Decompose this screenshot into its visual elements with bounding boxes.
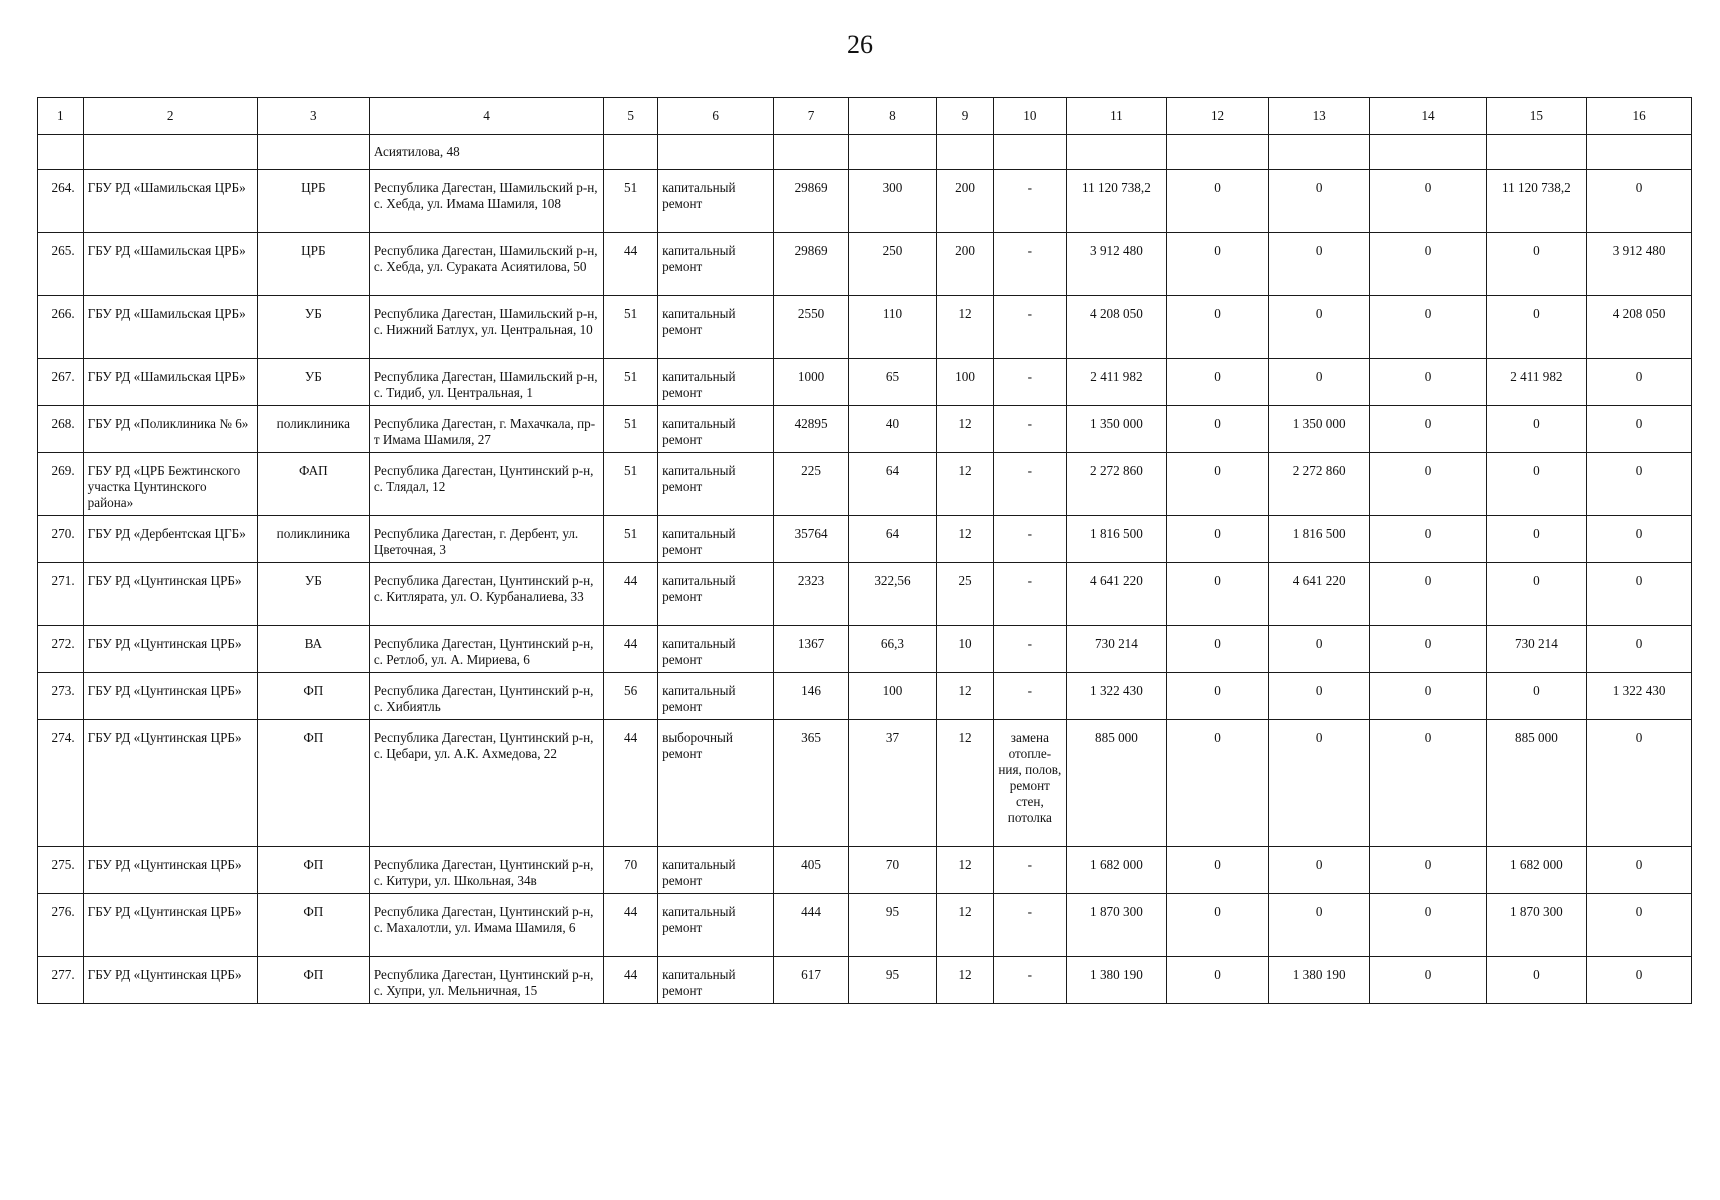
cell-col-7: 405	[774, 847, 849, 894]
cell-col-8: 66,3	[848, 626, 936, 673]
cell-col-4: Республика Дагестан, Цунтинский р-н, с. Ретлоб, ул. А. Мириева, 6	[369, 626, 603, 673]
cell-col-6: капитальный ремонт	[658, 847, 774, 894]
cell-col-5: 51	[604, 516, 658, 563]
cell-col-7: 42895	[774, 406, 849, 453]
cell-col-10: -	[994, 957, 1067, 1004]
cell-col-14: 0	[1370, 563, 1486, 626]
cell-col-16: 0	[1587, 720, 1692, 847]
cell-col-2: ГБУ РД «Цунтинская ЦРБ»	[83, 673, 257, 720]
cell-col-1: 272.	[38, 626, 84, 673]
table-row	[38, 847, 1692, 894]
table-row	[38, 406, 1692, 453]
table-row	[38, 894, 1692, 957]
column-header-6: 6	[658, 98, 774, 135]
cell-col-8: 64	[848, 453, 936, 516]
cell-col-3: ФП	[257, 673, 369, 720]
cell-col-13: 1 816 500	[1268, 516, 1370, 563]
cell-col-4: Республика Дагестан, Цунтинский р-н, с. Китлярата, ул. О. Курбаналиева, 33	[369, 563, 603, 626]
cell-col-1: 266.	[38, 296, 84, 359]
cell-col-4: Республика Дагестан, Шамильский р-н, с. Хебда, ул. Сураката Асиятилова, 50	[369, 233, 603, 296]
cell	[774, 135, 849, 170]
cell	[1587, 135, 1692, 170]
cell-col-7: 146	[774, 673, 849, 720]
cell-col-9: 12	[937, 516, 994, 563]
cell-col-11: 3 912 480	[1066, 233, 1167, 296]
cell-col-13: 1 350 000	[1268, 406, 1370, 453]
column-header-5: 5	[604, 98, 658, 135]
cell-col-2: ГБУ РД «ЦРБ Бежтинского участка Цунтинского района»	[83, 453, 257, 516]
cell-col-8: 40	[848, 406, 936, 453]
cell-col-3: ЦРБ	[257, 233, 369, 296]
cell-col-8: 70	[848, 847, 936, 894]
cell-col-10: замена отопле-ния, полов, ремонт стен, потолка	[994, 720, 1067, 847]
cell-col-15: 0	[1486, 673, 1587, 720]
cell-col-15: 0	[1486, 233, 1587, 296]
cell-col-10: -	[994, 847, 1067, 894]
table-row	[38, 170, 1692, 233]
cell-col-11: 1 816 500	[1066, 516, 1167, 563]
cell-col-6: капитальный ремонт	[658, 170, 774, 233]
cell-col-5: 44	[604, 563, 658, 626]
cell-col-7: 2550	[774, 296, 849, 359]
cell-col-3: ФП	[257, 894, 369, 957]
cell-col-16: 0	[1587, 626, 1692, 673]
cell-col-7: 1000	[774, 359, 849, 406]
table-row	[38, 359, 1692, 406]
cell	[83, 135, 257, 170]
cell-col-15: 0	[1486, 406, 1587, 453]
cell-col-5: 51	[604, 170, 658, 233]
cell-col-15: 0	[1486, 563, 1587, 626]
cell-col-7: 365	[774, 720, 849, 847]
cell-col-16: 1 322 430	[1587, 673, 1692, 720]
cell-col-12: 0	[1167, 170, 1269, 233]
cell-col-7: 444	[774, 894, 849, 957]
cell-col-12: 0	[1167, 233, 1269, 296]
cell-col-10: -	[994, 516, 1067, 563]
cell-col-1: 270.	[38, 516, 84, 563]
cell-col-8: 250	[848, 233, 936, 296]
cell-col-5: 51	[604, 296, 658, 359]
cell-col-15: 885 000	[1486, 720, 1587, 847]
cell	[848, 135, 936, 170]
cell-col-9: 12	[937, 957, 994, 1004]
cell-col-11: 2 411 982	[1066, 359, 1167, 406]
cell-col-14: 0	[1370, 296, 1486, 359]
cell-col-15: 1 870 300	[1486, 894, 1587, 957]
cell-col-3: ФАП	[257, 453, 369, 516]
cell-col-4: Республика Дагестан, Шамильский р-н, с. Нижний Батлух, ул. Центральная, 10	[369, 296, 603, 359]
cell	[1066, 135, 1167, 170]
cell-col-10: -	[994, 406, 1067, 453]
cell	[604, 135, 658, 170]
cell-col-5: 51	[604, 406, 658, 453]
cell	[38, 135, 84, 170]
column-header-12: 12	[1167, 98, 1269, 135]
cell-col-10: -	[994, 170, 1067, 233]
cell-col-5: 44	[604, 894, 658, 957]
cell-col-6: капитальный ремонт	[658, 296, 774, 359]
cell-col-6: выборочный ремонт	[658, 720, 774, 847]
cell-col-10: -	[994, 563, 1067, 626]
cell-col-4: Республика Дагестан, Шамильский р-н, с. Хебда, ул. Имама Шамиля, 108	[369, 170, 603, 233]
cell-col-6: капитальный ремонт	[658, 957, 774, 1004]
column-header-15: 15	[1486, 98, 1587, 135]
cell-col-16: 3 912 480	[1587, 233, 1692, 296]
table-row	[38, 233, 1692, 296]
cell-col-3: УБ	[257, 563, 369, 626]
cell-col-9: 10	[937, 626, 994, 673]
column-header-8: 8	[848, 98, 936, 135]
cell-col-2: ГБУ РД «Дербентская ЦГБ»	[83, 516, 257, 563]
cell	[1167, 135, 1269, 170]
cell-col-9: 12	[937, 847, 994, 894]
cell-col-3: УБ	[257, 359, 369, 406]
cell-col-2: ГБУ РД «Цунтинская ЦРБ»	[83, 720, 257, 847]
cell-col-2: ГБУ РД «Шамильская ЦРБ»	[83, 359, 257, 406]
cell	[1268, 135, 1370, 170]
cell-col-3: поликлиника	[257, 406, 369, 453]
cell-col-2: ГБУ РД «Поликлиника № 6»	[83, 406, 257, 453]
cell-col-9: 200	[937, 170, 994, 233]
header-row	[38, 98, 1692, 135]
cell-col-6: капитальный ремонт	[658, 673, 774, 720]
table-row	[38, 296, 1692, 359]
cell-col-2: ГБУ РД «Шамильская ЦРБ»	[83, 296, 257, 359]
cell-col-13: 0	[1268, 720, 1370, 847]
table-row	[38, 453, 1692, 516]
cell-col-11: 11 120 738,2	[1066, 170, 1167, 233]
cell-col-14: 0	[1370, 957, 1486, 1004]
cell-col-5: 44	[604, 626, 658, 673]
cell-col-3: ФП	[257, 957, 369, 1004]
cell-col-10: -	[994, 453, 1067, 516]
table-row	[38, 957, 1692, 1004]
cell-col-15: 0	[1486, 957, 1587, 1004]
cell-col-1: 273.	[38, 673, 84, 720]
cell-col-1: 276.	[38, 894, 84, 957]
cell-col-11: 4 641 220	[1066, 563, 1167, 626]
cell-col-16: 0	[1587, 359, 1692, 406]
cell-col-13: 0	[1268, 296, 1370, 359]
cell-col-2: ГБУ РД «Цунтинская ЦРБ»	[83, 563, 257, 626]
cell-col-6: капитальный ремонт	[658, 359, 774, 406]
column-header-10: 10	[994, 98, 1067, 135]
cell-col-6: капитальный ремонт	[658, 453, 774, 516]
cell-col-5: 70	[604, 847, 658, 894]
cell	[994, 135, 1067, 170]
cell-col-8: 65	[848, 359, 936, 406]
table-row	[38, 563, 1692, 626]
cell-col-12: 0	[1167, 359, 1269, 406]
column-header-1: 1	[38, 98, 84, 135]
cell-col-5: 51	[604, 359, 658, 406]
cell-col-9: 25	[937, 563, 994, 626]
cell-col-12: 0	[1167, 720, 1269, 847]
table-row	[38, 626, 1692, 673]
cell-col-2: ГБУ РД «Цунтинская ЦРБ»	[83, 957, 257, 1004]
cell-col-13: 0	[1268, 170, 1370, 233]
cell-col-1: 267.	[38, 359, 84, 406]
cell-col-13: 0	[1268, 673, 1370, 720]
cell-col-16: 0	[1587, 894, 1692, 957]
cell-col-4: Республика Дагестан, Цунтинский р-н, с. Цебари, ул. А.К. Ахмедова, 22	[369, 720, 603, 847]
cell-col-7: 1367	[774, 626, 849, 673]
table-row	[38, 516, 1692, 563]
cell-col-12: 0	[1167, 894, 1269, 957]
column-header-11: 11	[1066, 98, 1167, 135]
cell-col-9: 12	[937, 673, 994, 720]
cell-col-12: 0	[1167, 957, 1269, 1004]
cell-col-5: 51	[604, 453, 658, 516]
cell	[1486, 135, 1587, 170]
cell-col-13: 2 272 860	[1268, 453, 1370, 516]
cell-col-4: Республика Дагестан, Цунтинский р-н, с. Китури, ул. Школьная, 34в	[369, 847, 603, 894]
cell-col-15: 0	[1486, 296, 1587, 359]
cell-col-8: 95	[848, 957, 936, 1004]
column-header-7: 7	[774, 98, 849, 135]
cell-col-11: 1 322 430	[1066, 673, 1167, 720]
cell-col-9: 100	[937, 359, 994, 406]
cell-col-9: 200	[937, 233, 994, 296]
cell-col-8: 100	[848, 673, 936, 720]
cell	[937, 135, 994, 170]
column-header-2: 2	[83, 98, 257, 135]
page-number: 26	[847, 30, 873, 59]
cell-col-13: 1 380 190	[1268, 957, 1370, 1004]
cell-col-16: 0	[1587, 516, 1692, 563]
cell-col-4: Республика Дагестан, Шамильский р-н, с. Тидиб, ул. Центральная, 1	[369, 359, 603, 406]
cell-col-6: капитальный ремонт	[658, 563, 774, 626]
cell-col-3: УБ	[257, 296, 369, 359]
cell	[658, 135, 774, 170]
cell-col-10: -	[994, 673, 1067, 720]
table-header	[38, 98, 1692, 135]
cell-col-16: 0	[1587, 563, 1692, 626]
cell-col-4: Республика Дагестан, г. Махачкала, пр-т Имама Шамиля, 27	[369, 406, 603, 453]
cell-col-14: 0	[1370, 894, 1486, 957]
cell-col-4: Республика Дагестан, Цунтинский р-н, с. Хупри, ул. Мельничная, 15	[369, 957, 603, 1004]
cell-col-15: 2 411 982	[1486, 359, 1587, 406]
cell-col-6: капитальный ремонт	[658, 406, 774, 453]
cell-col-13: 0	[1268, 626, 1370, 673]
cell-col-14: 0	[1370, 406, 1486, 453]
document-sheet	[37, 97, 1692, 1004]
cell-col-5: 56	[604, 673, 658, 720]
cell-col-12: 0	[1167, 626, 1269, 673]
cell-col-11: 4 208 050	[1066, 296, 1167, 359]
cell-col-12: 0	[1167, 296, 1269, 359]
cell-col-14: 0	[1370, 453, 1486, 516]
cell-col-6: капитальный ремонт	[658, 516, 774, 563]
cell-col-12: 0	[1167, 516, 1269, 563]
cell-col-7: 29869	[774, 233, 849, 296]
cell-col-1: 277.	[38, 957, 84, 1004]
continuation-row	[38, 135, 1692, 170]
column-header-16: 16	[1587, 98, 1692, 135]
cell-col-11: 885 000	[1066, 720, 1167, 847]
cell-col-12: 0	[1167, 847, 1269, 894]
column-header-14: 14	[1370, 98, 1486, 135]
cell-col-10: -	[994, 626, 1067, 673]
cell-col-8: 110	[848, 296, 936, 359]
cell-col-8: 64	[848, 516, 936, 563]
cell-col-14: 0	[1370, 847, 1486, 894]
cell-col-14: 0	[1370, 720, 1486, 847]
cell-col-13: 0	[1268, 359, 1370, 406]
cell-col-5: 44	[604, 233, 658, 296]
cell-col-12: 0	[1167, 406, 1269, 453]
cell-col-1: 271.	[38, 563, 84, 626]
cell-col-1: 269.	[38, 453, 84, 516]
cell-col-1: 264.	[38, 170, 84, 233]
cell-col-7: 29869	[774, 170, 849, 233]
cell-col-7: 617	[774, 957, 849, 1004]
cell	[1370, 135, 1486, 170]
cell-col-6: капитальный ремонт	[658, 894, 774, 957]
cell-col-16: 4 208 050	[1587, 296, 1692, 359]
cell-col-4: Республика Дагестан, г. Дербент, ул. Цветочная, 3	[369, 516, 603, 563]
cell-col-13: 0	[1268, 233, 1370, 296]
cell-col-15: 1 682 000	[1486, 847, 1587, 894]
column-header-13: 13	[1268, 98, 1370, 135]
cell-col-4: Республика Дагестан, Цунтинский р-н, с. Тлядал, 12	[369, 453, 603, 516]
cell-col-15: 11 120 738,2	[1486, 170, 1587, 233]
cell-col-2: ГБУ РД «Шамильская ЦРБ»	[83, 233, 257, 296]
cell-col-14: 0	[1370, 233, 1486, 296]
cell-col-12: 0	[1167, 563, 1269, 626]
cell-col-12: 0	[1167, 453, 1269, 516]
table-row	[38, 720, 1692, 847]
column-header-3: 3	[257, 98, 369, 135]
cell-col-1: 275.	[38, 847, 84, 894]
cell-col-16: 0	[1587, 170, 1692, 233]
cell-col-2: ГБУ РД «Цунтинская ЦРБ»	[83, 894, 257, 957]
cell-col-3: ВА	[257, 626, 369, 673]
table-row	[38, 673, 1692, 720]
cell-col-8: 300	[848, 170, 936, 233]
cell-col-2: ГБУ РД «Цунтинская ЦРБ»	[83, 626, 257, 673]
cell-col-13: 4 641 220	[1268, 563, 1370, 626]
cell-col-16: 0	[1587, 957, 1692, 1004]
cell-col-9: 12	[937, 894, 994, 957]
cell-col-15: 0	[1486, 453, 1587, 516]
cell-col-15: 0	[1486, 516, 1587, 563]
cell	[257, 135, 369, 170]
cell-col-6: капитальный ремонт	[658, 233, 774, 296]
cell-col-11: 1 682 000	[1066, 847, 1167, 894]
cell-col-14: 0	[1370, 516, 1486, 563]
cell-col-11: 1 870 300	[1066, 894, 1167, 957]
cell-col-8: 322,56	[848, 563, 936, 626]
cell-col-16: 0	[1587, 453, 1692, 516]
continuation-address: Асиятилова, 48	[369, 135, 603, 170]
cell-col-14: 0	[1370, 673, 1486, 720]
cell-col-9: 12	[937, 453, 994, 516]
cell-col-3: ЦРБ	[257, 170, 369, 233]
cell-col-11: 730 214	[1066, 626, 1167, 673]
cell-col-14: 0	[1370, 359, 1486, 406]
cell-col-2: ГБУ РД «Шамильская ЦРБ»	[83, 170, 257, 233]
cell-col-1: 268.	[38, 406, 84, 453]
cell-col-11: 1 350 000	[1066, 406, 1167, 453]
column-header-9: 9	[937, 98, 994, 135]
cell-col-7: 225	[774, 453, 849, 516]
cell-col-4: Республика Дагестан, Цунтинский р-н, с. Хибиятль	[369, 673, 603, 720]
cell-col-10: -	[994, 296, 1067, 359]
cell-col-1: 274.	[38, 720, 84, 847]
cell-col-7: 2323	[774, 563, 849, 626]
cell-col-9: 12	[937, 720, 994, 847]
cell-col-16: 0	[1587, 847, 1692, 894]
cell-col-8: 95	[848, 894, 936, 957]
cell-col-5: 44	[604, 720, 658, 847]
cell-col-2: ГБУ РД «Цунтинская ЦРБ»	[83, 847, 257, 894]
cell-col-10: -	[994, 359, 1067, 406]
cell-col-13: 0	[1268, 847, 1370, 894]
cell-col-15: 730 214	[1486, 626, 1587, 673]
table-body	[38, 135, 1692, 1004]
cell-col-3: поликлиника	[257, 516, 369, 563]
cell-col-14: 0	[1370, 170, 1486, 233]
cell-col-3: ФП	[257, 720, 369, 847]
cell-col-10: -	[994, 233, 1067, 296]
cell-col-3: ФП	[257, 847, 369, 894]
column-header-4: 4	[369, 98, 603, 135]
cell-col-4: Республика Дагестан, Цунтинский р-н, с. Махалотли, ул. Имама Шамиля, 6	[369, 894, 603, 957]
cell-col-10: -	[994, 894, 1067, 957]
cell-col-5: 44	[604, 957, 658, 1004]
cell-col-13: 0	[1268, 894, 1370, 957]
cell-col-1: 265.	[38, 233, 84, 296]
cell-col-8: 37	[848, 720, 936, 847]
cell-col-7: 35764	[774, 516, 849, 563]
cell-col-11: 2 272 860	[1066, 453, 1167, 516]
cell-col-14: 0	[1370, 626, 1486, 673]
cell-col-9: 12	[937, 296, 994, 359]
cell-col-11: 1 380 190	[1066, 957, 1167, 1004]
cell-col-6: капитальный ремонт	[658, 626, 774, 673]
cell-col-12: 0	[1167, 673, 1269, 720]
cell-col-9: 12	[937, 406, 994, 453]
facilities-table	[37, 97, 1692, 1004]
cell-col-16: 0	[1587, 406, 1692, 453]
